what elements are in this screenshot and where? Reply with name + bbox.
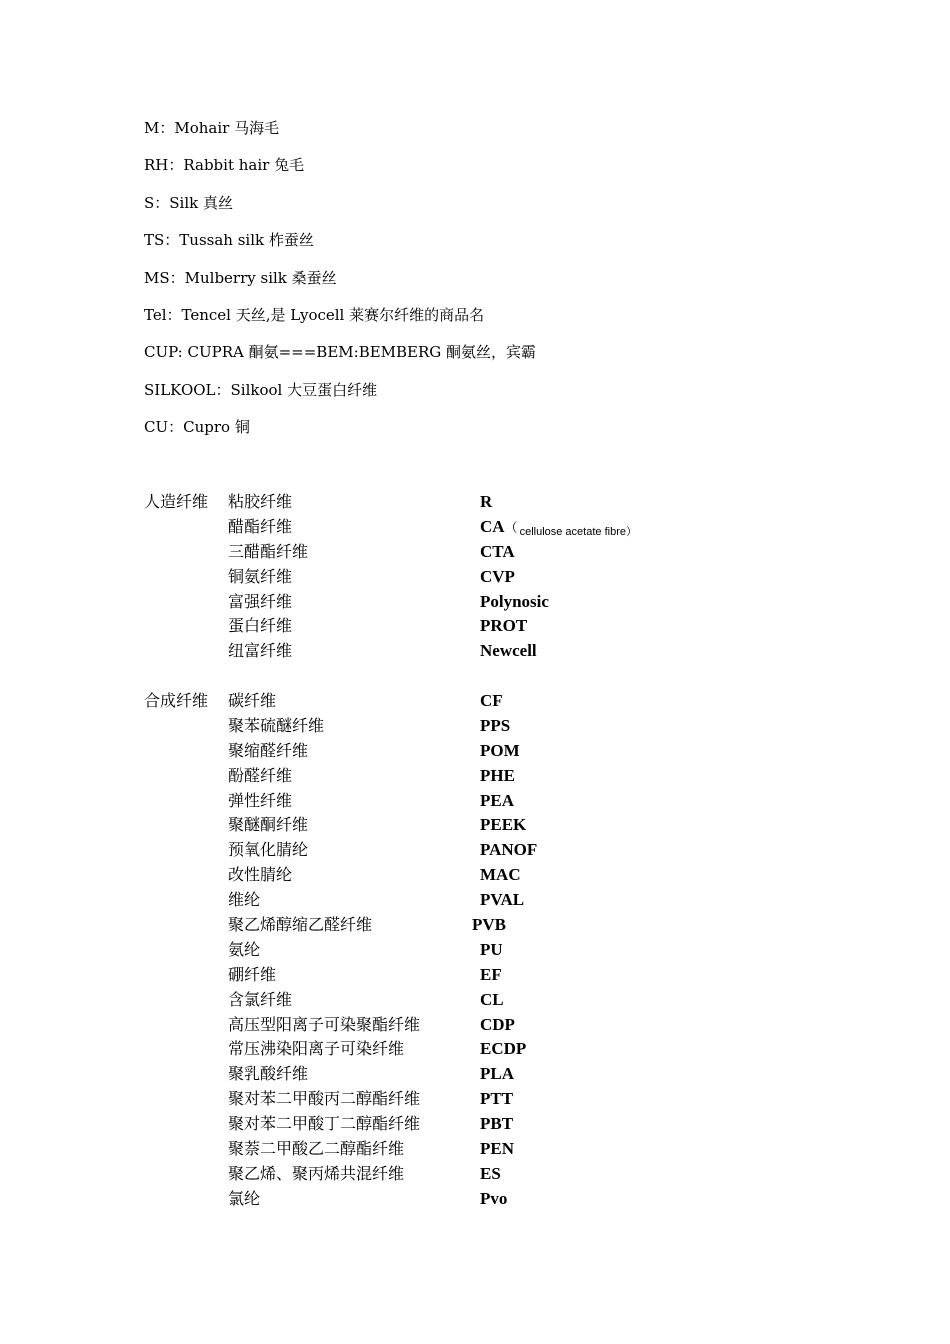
fibre-code: PLA [480,1064,514,1084]
fibre-name: 弹性纤维 [228,790,293,810]
fibre-name: 含氯纤维 [228,989,293,1009]
fibre-name: 铜氨纤维 [228,566,293,586]
fibre-name: 蛋白纤维 [228,616,293,636]
fibre-code: Newcell [480,641,537,661]
category-label: 人造纤维 [144,492,209,511]
fibre-name: 聚缩醛纤维 [228,740,309,760]
abbr-line: S：Silk 真丝 [144,193,234,212]
abbr-line: Tel：Tencel 天丝,是 Lyocell 莱赛尔纤维的商品名 [144,305,485,324]
table-row [144,689,844,714]
fibre-code: ECDP [480,1039,527,1059]
fibre-code: CL [480,989,504,1009]
abbr-line: CUP: CUPRA 酮氨===BEM:BEMBERG 酮氨丝，宾霸 [144,343,537,362]
fibre-name: 聚乙烯醇缩乙醛纤维 [228,915,373,935]
synthetic-fibre-table [144,689,844,1212]
table-row [144,1013,844,1038]
table-row [144,789,844,814]
fibre-name: 纽富纤维 [228,641,293,661]
fibre-name: 氯纶 [228,1188,261,1208]
fibre-code: PVAL [480,890,525,910]
fibre-code: MAC [480,865,521,885]
table-row [144,490,844,515]
fibre-code: PBT [480,1114,514,1134]
man-made-fibre-table [144,490,844,664]
fibre-code: CTA [480,541,515,561]
fibre-code: CVP [480,566,515,586]
fibre-code: PVB [472,915,506,935]
fibre-code: PEEK [480,815,527,835]
table-row [144,863,844,888]
fibre-name: 预氧化腈纶 [228,840,309,860]
fibre-code: PEA [480,790,514,810]
fibre-code: CF [480,691,503,710]
table-row [144,614,844,639]
abbr-line: MS：Mulberry silk 桑蚕丝 [144,268,337,287]
table-row [144,888,844,913]
table-row [144,1112,844,1137]
table-row [144,938,844,963]
fibre-code: ES [480,1163,501,1183]
fibre-code: POM [480,740,520,760]
table-row [144,988,844,1013]
table-row [144,515,844,540]
table-row [144,1087,844,1112]
fibre-name: 硼纤维 [228,964,277,984]
fibre-name: 粘胶纤维 [228,492,293,511]
fibre-name: 常压沸染阳离子可染纤维 [228,1039,405,1059]
table-row [144,714,844,739]
fibre-code: PANOF [480,840,538,860]
fibre-code: Pvo [480,1188,508,1208]
fibre-code: EF [480,964,502,984]
fibre-name: 碳纤维 [228,691,277,710]
table-row [144,1037,844,1062]
table-row [144,838,844,863]
abbr-line: SILKOOL：Silkool 大豆蛋白纤维 [144,380,378,399]
fibre-code: R [480,492,493,511]
fibre-code: PROT [480,616,528,636]
fibre-code: PTT [480,1089,514,1109]
fibre-code: PEN [480,1139,514,1159]
note-paren: （ [504,520,518,536]
fibre-name: 三醋酯纤维 [228,541,309,561]
abbr-line: M：Mohair 马海毛 [144,119,280,137]
table-row [144,540,844,565]
table-row [144,590,844,615]
table-row [144,963,844,988]
fibre-name: 氨纶 [228,939,261,959]
fibre-name: 富强纤维 [228,591,293,611]
fibre-name: 酚醛纤维 [228,765,293,785]
abbreviation-list [144,116,844,453]
fibre-name: 维纶 [228,890,261,910]
fibre-name: 聚乳酸纤维 [228,1064,309,1084]
table-row [144,913,844,938]
table-row [144,764,844,789]
fibre-code: Polynosic [480,591,549,611]
fibre-name: 聚对苯二甲酸丙二醇酯纤维 [228,1089,421,1109]
fibre-note: cellulose acetate fibre） [519,525,637,538]
table-row [144,1062,844,1087]
fibre-name: 聚醚酮纤维 [228,815,309,835]
fibre-name: 聚乙烯、聚丙烯共混纤维 [228,1163,405,1183]
fibre-code: CA [480,516,505,536]
table-row [144,565,844,590]
table-row [144,739,844,764]
category-label: 合成纤维 [144,691,209,710]
abbr-line: RH：Rabbit hair 兔毛 [144,156,305,175]
fibre-code: PU [480,939,503,959]
fibre-name: 聚萘二甲酸乙二醇酯纤维 [228,1139,405,1159]
table-row [144,813,844,838]
table-row [144,639,844,664]
fibre-name: 醋酯纤维 [228,516,293,536]
fibre-code: PPS [480,715,511,735]
abbr-line: TS：Tussah silk 柞蚕丝 [144,231,314,250]
fibre-code: PHE [480,765,515,785]
fibre-name: 聚对苯二甲酸丁二醇酯纤维 [228,1114,421,1134]
abbr-line: CU：Cupro 铜 [144,418,250,437]
table-row [144,1187,844,1212]
table-row [144,1137,844,1162]
table-row [144,1162,844,1187]
fibre-code: CDP [480,1014,515,1034]
fibre-name: 改性腈纶 [228,865,293,885]
fibre-name: 高压型阳离子可染聚酯纤维 [228,1014,421,1034]
fibre-name: 聚苯硫醚纤维 [228,715,325,735]
